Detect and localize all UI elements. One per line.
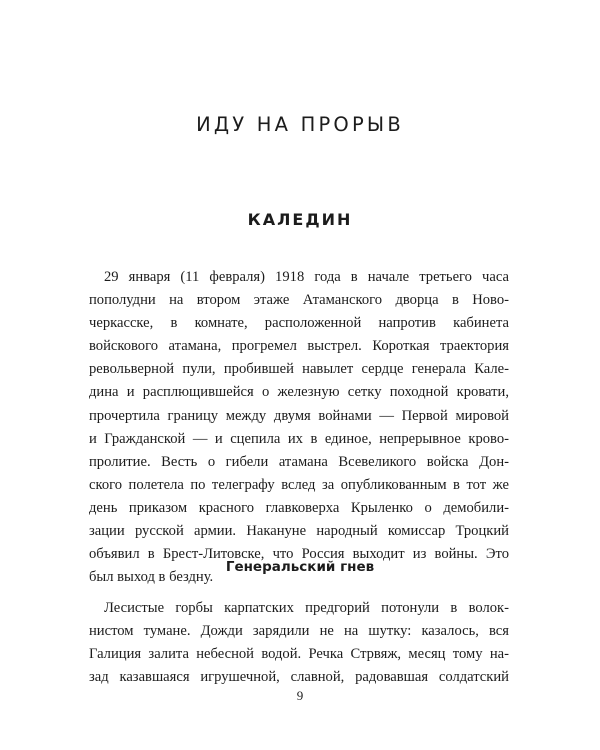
text-line: нистом тумане. Дожди зарядили не на шутку: казалось, вся (89, 623, 509, 640)
chapter-title: КАЛЕДИН (247, 210, 353, 229)
text-line: был выход в бездну. (89, 569, 214, 586)
text-line: войскового атамана, прогремел выстрел. Короткая траектория (89, 338, 509, 355)
text-line: ского полетела по телеграфу вслед за опубликованным в тот же (89, 476, 509, 493)
text-line: Лесистые горбы карпатских предгорий потонули в волок- (104, 600, 509, 616)
paragraph-intro (89, 266, 509, 589)
text-line: черкасске, в комнате, расположенной напротив кабинета (89, 315, 509, 332)
section-title: Генеральский гнев (225, 559, 375, 575)
page-number: 9 (296, 688, 304, 703)
text-line: зации русской армии. Накануне народный комиссар Троцкий (89, 523, 509, 540)
text-line: Галиция залита небесной водой. Речка Стрвяж, месяц тому на- (89, 646, 509, 663)
text-line: револьверной пули, пробившей навылет сердце генерала Кале- (89, 361, 509, 378)
text-line: зад казавшаяся игрушечной, славной, радовавшая солдатский (89, 669, 509, 686)
text-line: день приказом красного главковерха Крыленко о демобили- (89, 499, 509, 516)
text-line: дина и расплющившейся о железную сетку походной кровати, (89, 384, 509, 401)
text-line: пролитие. Весть о гибели атамана Всевеликого войска Дон- (89, 453, 509, 470)
paragraph-section (89, 597, 509, 689)
text-line: 29 января (11 февраля) 1918 года в начале третьего часа (104, 269, 509, 285)
part-title: ИДУ НА ПРОРЫВ (196, 113, 404, 136)
text-line: прочертила границу между двумя войнами — Первой мировой (89, 407, 509, 424)
text-line: и Гражданской — и сцепила их в единое, непрерывное крово- (89, 430, 509, 447)
text-line: объявил в Брест-Литовске, что Россия выходит из войны. Это (89, 546, 509, 563)
text-line: пополудни на втором этаже Атаманского дворца в Ново- (89, 292, 509, 309)
